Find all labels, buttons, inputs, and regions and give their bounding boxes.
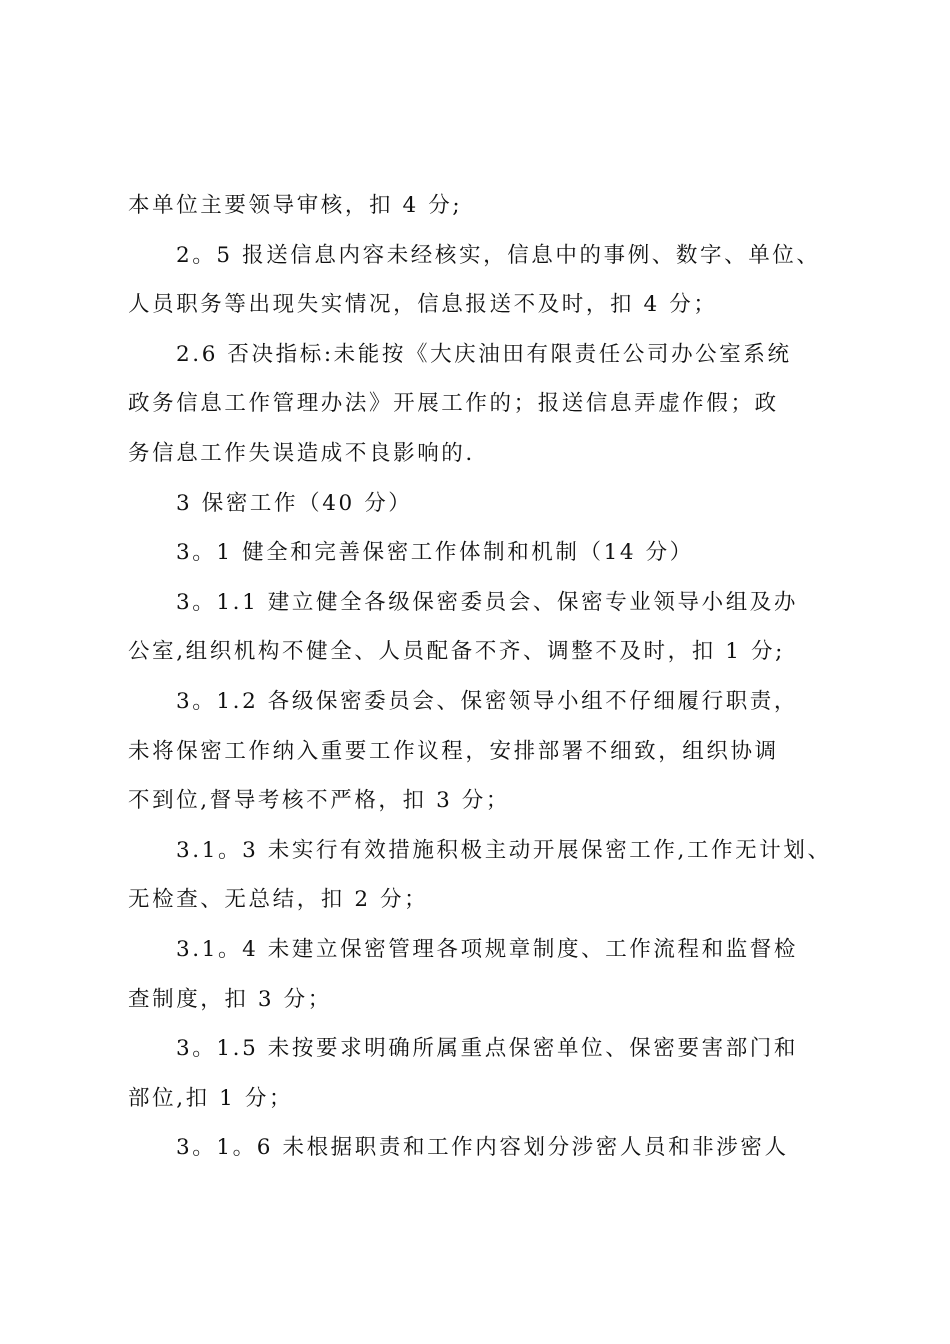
text-line: 3.1。3 未实行有效措施积极主动开展保密工作,工作无计划、	[176, 837, 832, 863]
text-line: 未将保密工作纳入重要工作议程，安排部署不细致，组织协调	[128, 738, 779, 764]
text-line: 2。5 报送信息内容未经核实，信息中的事例、数字、单位、	[176, 242, 821, 268]
text-line: 公室,组织机构不健全、人员配备不齐、调整不及时，扣 1 分;	[128, 639, 785, 665]
text-line: 人员职务等出现失实情况，信息报送不及时，扣 4 分；	[128, 292, 718, 318]
text-line: 政务信息工作管理办法》开展工作的；报送信息弄虚作假；政	[128, 391, 779, 417]
text-line: 部位,扣 1 分；	[128, 1085, 294, 1111]
text-line: 3。1.5 未按要求明确所属重点保密单位、保密要害部门和	[176, 1036, 799, 1062]
section-heading: 3 保密工作（40 分）	[176, 490, 413, 516]
text-line: 无检查、无总结，扣 2 分；	[128, 887, 429, 913]
text-line: 3.1。4 未建立保密管理各项规章制度、工作流程和监督检	[176, 936, 799, 962]
text-line: 3。1.2 各级保密委员会、保密领导小组不仔细履行职责，	[176, 688, 799, 714]
document-body	[128, 181, 832, 1173]
text-line: 查制度，扣 3 分；	[128, 986, 332, 1012]
text-line: 不到位,督导考核不严格，扣 3 分；	[128, 788, 510, 814]
text-line: 务信息工作失误造成不良影响的.	[128, 440, 475, 466]
text-line: 2.6 否决指标:未能按《大庆油田有限责任公司办公室系统	[176, 341, 792, 367]
text-line: 3。1。6 未根据职责和工作内容划分涉密人员和非涉密人	[176, 1135, 789, 1161]
subsection-heading: 3。1 健全和完善保密工作体制和机制（14 分）	[176, 540, 694, 566]
text-line: 3。1.1 建立健全各级保密委员会、保密专业领导小组及办	[176, 589, 799, 615]
text-line: 本单位主要领导审核，扣 4 分;	[128, 193, 463, 218]
